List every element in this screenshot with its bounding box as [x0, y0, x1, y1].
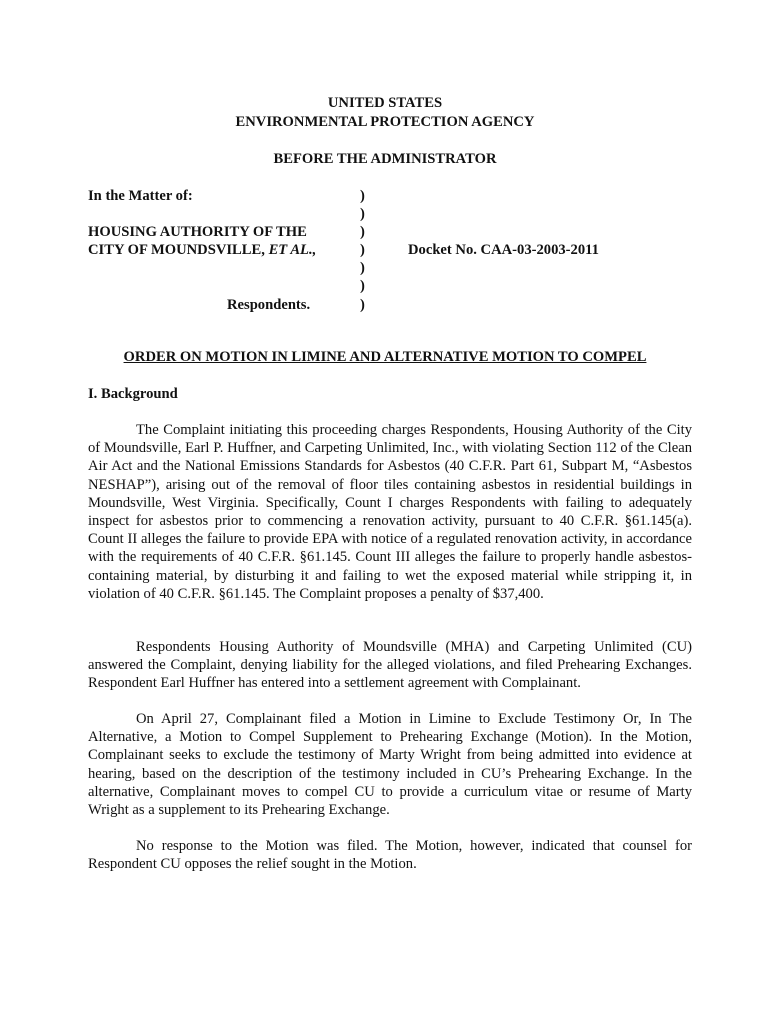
section-heading: I. Background	[88, 386, 178, 402]
caption-paren: )	[360, 242, 365, 258]
agency-country: UNITED STATES	[327, 95, 443, 111]
tribunal-name: BEFORE THE ADMINISTRATOR	[273, 151, 497, 167]
background-paragraph-3: On April 27, Complainant filed a Motion in Limine to Exclude Testimony Or, In The Alternative, a Motion to Compel Supplement to Prehearing Exchange (Motion). In the Motion, Complainant seeks to exclude the testimony of Marty Wright from being admitted into evidence at hearing, based on the description of the testimony included in CU’s Prehearing Exchange. In the alternative, Complainant moves to compel CU to provide a curriculum vitae or resume of Marty Wright as a supplement to its Prehearing Exchange.	[88, 711, 692, 819]
background-paragraph-4: No response to the Motion was filed. The Motion, however, indicated that counsel for Respondent CU opposes the relief sought in the Motion.	[88, 838, 692, 873]
docket-number: Docket No. CAA-03-2003-2011	[408, 242, 599, 258]
caption-paren: )	[360, 260, 365, 276]
party-name-line1: HOUSING AUTHORITY OF THE	[88, 224, 307, 240]
background-paragraph-2: Respondents Housing Authority of Moundsville (MHA) and Carpeting Unlimited (CU) answered the Complaint, denying liability for the alleged violations, and filed Prehearing Exchanges. Respondent Earl Huffner has entered into a settlement agreement with Complainant.	[88, 639, 692, 692]
order-title: ORDER ON MOTION IN LIMINE AND ALTERNATIVE MOTION TO COMPEL	[123, 349, 647, 365]
matter-label: In the Matter of:	[88, 188, 193, 204]
party-name-line2	[88, 241, 316, 259]
caption-paren: )	[360, 206, 365, 222]
caption-paren: )	[360, 188, 365, 204]
background-paragraph-1: The Complaint initiating this proceeding charges Respondents, Housing Authority of the City of Moundsville, Earl P. Huffner, and Carpeting Unlimited, Inc., with violating Section 112 of the Clean Air Act and the National Emissions Standards for Asbestos (40 C.F.R. Part 61, Subpart M, “Asbestos NESHAP”), arising out of the removal of floor tiles containing asbestos in residential buildings in Moundsville, West Virginia. Specifically, Count I charges Respondents with failing to adequately inspect for asbestos prior to commencing a renovation activity, pursuant to 40 C.F.R. §61.145(a). Count II alleges the failure to provide EPA with notice of a regulated renovation activity, in accordance with the requirements of 40 C.F.R. §61.145. Count III alleges the failure to properly handle asbestos-containing material, by disturbing it and failing to wet the exposed material while stripping it, in violation of 40 C.F.R. §61.145. The Complaint proposes a penalty of $37,400.	[88, 422, 692, 602]
caption-paren: )	[360, 297, 365, 313]
caption-paren: )	[360, 224, 365, 240]
caption-paren: )	[360, 278, 365, 294]
party-name-city: CITY OF MOUNDSVILLE,	[88, 242, 265, 258]
respondents-label: Respondents.	[227, 297, 311, 313]
party-name-etal: ET AL.,	[268, 242, 317, 258]
agency-name: ENVIRONMENTAL PROTECTION AGENCY	[235, 114, 535, 130]
